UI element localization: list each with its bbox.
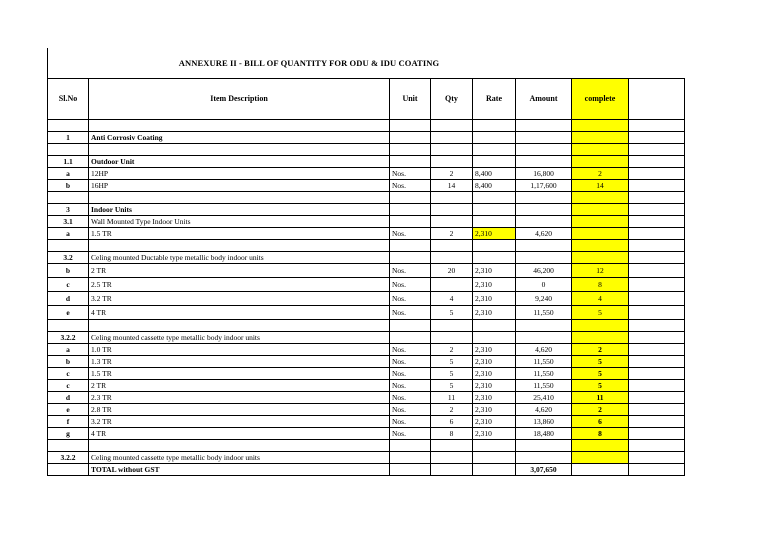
table-row <box>48 120 685 132</box>
table-row <box>48 320 685 332</box>
cell-sl: a <box>48 228 89 240</box>
cell-qty: 5 <box>431 368 473 380</box>
cell-extra <box>629 168 685 180</box>
cell-amount <box>516 440 572 452</box>
cell-rate: 2,310 <box>473 278 516 292</box>
cell-amount <box>516 252 572 264</box>
cell-qty <box>431 252 473 264</box>
cell-desc <box>89 192 390 204</box>
table-row <box>48 440 685 452</box>
cell-qty <box>431 440 473 452</box>
cell-desc <box>89 320 390 332</box>
header-sl: Sl.No <box>48 79 89 120</box>
cell-sl <box>48 120 89 132</box>
cell-qty: 2 <box>431 168 473 180</box>
cell-desc: 1.0 TR <box>89 344 390 356</box>
cell-extra <box>629 192 685 204</box>
header-qty: Qty <box>431 79 473 120</box>
cell-amount <box>516 144 572 156</box>
cell-amount: 46,200 <box>516 264 572 278</box>
table-row <box>48 156 685 168</box>
cell-sl: c <box>48 278 89 292</box>
cell-sl: c <box>48 368 89 380</box>
cell-unit: Nos. <box>390 264 431 278</box>
cell-amount: 4,620 <box>516 404 572 416</box>
cell-rate <box>473 216 516 228</box>
cell-complete: 6 <box>572 416 629 428</box>
table-row <box>48 240 685 252</box>
table-row <box>48 380 685 392</box>
cell-desc: 2 TR <box>89 264 390 278</box>
table-row <box>48 368 685 380</box>
cell-complete: 5 <box>572 356 629 368</box>
cell-amount: 16,800 <box>516 168 572 180</box>
table-row <box>48 464 685 476</box>
table-row <box>48 264 685 278</box>
cell-rate <box>473 452 516 464</box>
cell-qty <box>431 120 473 132</box>
cell-rate <box>473 120 516 132</box>
cell-extra <box>629 156 685 168</box>
cell-complete <box>572 228 629 240</box>
cell-amount: 18,480 <box>516 428 572 440</box>
cell-sl: e <box>48 306 89 320</box>
cell-rate: 2,310 <box>473 392 516 404</box>
sheet-title: ANNEXURE II - BILL OF QUANTITY FOR ODU & IDU COATING <box>178 58 440 68</box>
table-row <box>48 228 685 240</box>
cell-sl: 3.2.2 <box>48 452 89 464</box>
cell-rate: 2,310 <box>473 416 516 428</box>
cell-complete <box>572 216 629 228</box>
cell-complete: 4 <box>572 292 629 306</box>
cell-complete <box>572 204 629 216</box>
table-row <box>48 416 685 428</box>
cell-extra <box>629 264 685 278</box>
cell-complete: 8 <box>572 278 629 292</box>
cell-extra <box>629 416 685 428</box>
cell-unit: Nos. <box>390 428 431 440</box>
cell-amount <box>516 216 572 228</box>
cell-qty: 11 <box>431 392 473 404</box>
cell-extra <box>629 132 685 144</box>
cell-unit <box>390 216 431 228</box>
cell-qty: 2 <box>431 344 473 356</box>
cell-sl: d <box>48 292 89 306</box>
cell-desc: 1.5 TR <box>89 228 390 240</box>
cell-amount <box>516 452 572 464</box>
cell-sl: g <box>48 428 89 440</box>
cell-complete <box>572 452 629 464</box>
cell-qty <box>431 240 473 252</box>
cell-extra <box>629 204 685 216</box>
cell-sl: a <box>48 344 89 356</box>
cell-extra <box>629 144 685 156</box>
cell-extra <box>629 278 685 292</box>
table-row <box>48 332 685 344</box>
cell-desc: TOTAL without GST <box>89 464 390 476</box>
cell-extra <box>629 240 685 252</box>
cell-desc <box>89 120 390 132</box>
cell-complete: 5 <box>572 368 629 380</box>
cell-rate <box>473 192 516 204</box>
cell-complete: 14 <box>572 180 629 192</box>
cell-complete <box>572 120 629 132</box>
cell-amount <box>516 120 572 132</box>
cell-desc <box>89 440 390 452</box>
cell-extra <box>629 356 685 368</box>
cell-qty <box>431 132 473 144</box>
table-row <box>48 278 685 292</box>
cell-unit: Nos. <box>390 180 431 192</box>
cell-rate <box>473 240 516 252</box>
cell-amount: 4,620 <box>516 344 572 356</box>
cell-rate <box>473 156 516 168</box>
cell-unit: Nos. <box>390 168 431 180</box>
cell-desc: Celing mounted cassette type metallic body indoor units <box>89 332 390 344</box>
cell-qty: 5 <box>431 356 473 368</box>
cell-rate <box>473 464 516 476</box>
cell-unit <box>390 320 431 332</box>
cell-rate <box>473 440 516 452</box>
cell-amount: 11,550 <box>516 306 572 320</box>
cell-complete: 12 <box>572 264 629 278</box>
cell-complete <box>572 192 629 204</box>
cell-complete <box>572 132 629 144</box>
cell-amount: 11,550 <box>516 368 572 380</box>
cell-complete <box>572 144 629 156</box>
cell-rate: 2,310 <box>473 292 516 306</box>
cell-qty <box>431 332 473 344</box>
cell-amount <box>516 132 572 144</box>
cell-amount <box>516 192 572 204</box>
cell-extra <box>629 404 685 416</box>
cell-unit: Nos. <box>390 404 431 416</box>
cell-unit: Nos. <box>390 392 431 404</box>
table-row <box>48 306 685 320</box>
cell-qty <box>431 156 473 168</box>
cell-amount: 11,550 <box>516 356 572 368</box>
cell-desc: 4 TR <box>89 306 390 320</box>
cell-unit <box>390 192 431 204</box>
header-amount: Amount <box>516 79 572 120</box>
cell-rate: 2,310 <box>473 228 516 240</box>
header-complete: complete <box>572 79 629 120</box>
header-rate: Rate <box>473 79 516 120</box>
cell-extra <box>629 368 685 380</box>
cell-qty: 14 <box>431 180 473 192</box>
cell-rate <box>473 144 516 156</box>
table-row <box>48 292 685 306</box>
cell-desc: 16HP <box>89 180 390 192</box>
cell-amount <box>516 204 572 216</box>
header-extra <box>629 79 685 120</box>
cell-desc: 12HP <box>89 168 390 180</box>
cell-desc: Outdoor Unit <box>89 156 390 168</box>
cell-complete <box>572 464 629 476</box>
cell-complete: 2 <box>572 404 629 416</box>
table-row <box>48 428 685 440</box>
cell-extra <box>629 440 685 452</box>
cell-sl: 1 <box>48 132 89 144</box>
cell-extra <box>629 452 685 464</box>
cell-complete <box>572 240 629 252</box>
cell-extra <box>629 180 685 192</box>
cell-extra <box>629 320 685 332</box>
header-unit: Unit <box>390 79 431 120</box>
cell-unit: Nos. <box>390 306 431 320</box>
cell-rate: 2,310 <box>473 306 516 320</box>
cell-desc: Wall Mounted Type Indoor Units <box>89 216 390 228</box>
cell-unit <box>390 440 431 452</box>
cell-qty <box>431 144 473 156</box>
cell-extra <box>629 464 685 476</box>
table-row <box>48 216 685 228</box>
cell-qty: 20 <box>431 264 473 278</box>
cell-complete: 5 <box>572 306 629 320</box>
header-desc: Item Description <box>89 79 390 120</box>
cell-desc: 3.2 TR <box>89 416 390 428</box>
cell-unit: Nos. <box>390 356 431 368</box>
cell-sl: a <box>48 168 89 180</box>
cell-qty <box>431 320 473 332</box>
cell-complete <box>572 156 629 168</box>
cell-extra <box>629 332 685 344</box>
cell-extra <box>629 228 685 240</box>
cell-unit <box>390 464 431 476</box>
cell-rate: 2,310 <box>473 368 516 380</box>
cell-qty <box>431 452 473 464</box>
cell-sl <box>48 240 89 252</box>
cell-rate: 8,400 <box>473 168 516 180</box>
cell-desc: 1.5 TR <box>89 368 390 380</box>
table-row <box>48 452 685 464</box>
cell-qty: 8 <box>431 428 473 440</box>
cell-amount: 9,240 <box>516 292 572 306</box>
cell-sl <box>48 440 89 452</box>
cell-amount: 3,07,650 <box>516 464 572 476</box>
cell-extra <box>629 428 685 440</box>
cell-desc: 2 TR <box>89 380 390 392</box>
cell-complete <box>572 252 629 264</box>
cell-amount <box>516 332 572 344</box>
cell-complete: 5 <box>572 380 629 392</box>
cell-sl <box>48 464 89 476</box>
cell-unit <box>390 252 431 264</box>
cell-qty: 4 <box>431 292 473 306</box>
cell-rate <box>473 132 516 144</box>
cell-rate: 8,400 <box>473 180 516 192</box>
cell-amount: 1,17,600 <box>516 180 572 192</box>
table-row <box>48 252 685 264</box>
cell-rate <box>473 252 516 264</box>
cell-qty <box>431 192 473 204</box>
boq-table <box>47 78 685 476</box>
table-row <box>48 180 685 192</box>
table-row <box>48 404 685 416</box>
cell-desc: 1.3 TR <box>89 356 390 368</box>
cell-desc: 4 TR <box>89 428 390 440</box>
cell-unit <box>390 132 431 144</box>
cell-desc: 2.3 TR <box>89 392 390 404</box>
cell-amount: 13,860 <box>516 416 572 428</box>
cell-sl: b <box>48 180 89 192</box>
cell-amount <box>516 320 572 332</box>
cell-unit <box>390 120 431 132</box>
cell-sl: 3.2.2 <box>48 332 89 344</box>
table-row <box>48 392 685 404</box>
cell-complete: 2 <box>572 168 629 180</box>
cell-sl: e <box>48 404 89 416</box>
cell-extra <box>629 120 685 132</box>
cell-complete: 8 <box>572 428 629 440</box>
cell-sl <box>48 192 89 204</box>
cell-desc <box>89 144 390 156</box>
cell-unit <box>390 240 431 252</box>
cell-sl: b <box>48 264 89 278</box>
table-row <box>48 132 685 144</box>
cell-amount: 0 <box>516 278 572 292</box>
cell-extra <box>629 380 685 392</box>
cell-rate <box>473 332 516 344</box>
cell-sl <box>48 144 89 156</box>
cell-complete <box>572 440 629 452</box>
cell-sl: 3 <box>48 204 89 216</box>
table-row <box>48 144 685 156</box>
cell-unit <box>390 156 431 168</box>
cell-desc: Anti Corrosiv Coating <box>89 132 390 144</box>
cell-desc <box>89 240 390 252</box>
cell-rate <box>473 204 516 216</box>
cell-sl: 3.1 <box>48 216 89 228</box>
cell-desc: 2.5 TR <box>89 278 390 292</box>
cell-extra <box>629 392 685 404</box>
cell-amount <box>516 240 572 252</box>
cell-sl: f <box>48 416 89 428</box>
cell-rate: 2,310 <box>473 380 516 392</box>
cell-qty: 5 <box>431 306 473 320</box>
cell-desc: Celing mounted Ductable type metallic body indoor units <box>89 252 390 264</box>
cell-extra <box>629 306 685 320</box>
header-row <box>48 79 685 120</box>
cell-rate: 2,310 <box>473 264 516 278</box>
cell-rate: 2,310 <box>473 356 516 368</box>
cell-unit <box>390 204 431 216</box>
table-row <box>48 344 685 356</box>
cell-sl <box>48 320 89 332</box>
cell-unit <box>390 332 431 344</box>
cell-rate: 2,310 <box>473 428 516 440</box>
cell-qty: 6 <box>431 416 473 428</box>
cell-sl: 3.2 <box>48 252 89 264</box>
cell-rate <box>473 320 516 332</box>
cell-qty <box>431 464 473 476</box>
cell-qty <box>431 278 473 292</box>
cell-complete: 2 <box>572 344 629 356</box>
cell-unit: Nos. <box>390 344 431 356</box>
cell-unit: Nos. <box>390 380 431 392</box>
cell-amount: 4,620 <box>516 228 572 240</box>
cell-unit: Nos. <box>390 228 431 240</box>
table-row <box>48 168 685 180</box>
cell-sl: c <box>48 380 89 392</box>
cell-unit: Nos. <box>390 278 431 292</box>
cell-qty <box>431 216 473 228</box>
cell-qty: 2 <box>431 404 473 416</box>
cell-sl: b <box>48 356 89 368</box>
cell-unit: Nos. <box>390 292 431 306</box>
cell-rate: 2,310 <box>473 404 516 416</box>
cell-desc: 3.2 TR <box>89 292 390 306</box>
table-row <box>48 356 685 368</box>
cell-desc: Celing mounted cassette type metallic body indoor units <box>89 452 390 464</box>
cell-extra <box>629 252 685 264</box>
cell-desc: Indoor Units <box>89 204 390 216</box>
cell-extra <box>629 344 685 356</box>
cell-complete: 11 <box>572 392 629 404</box>
cell-extra <box>629 292 685 306</box>
cell-sl: d <box>48 392 89 404</box>
cell-desc: 2.8 TR <box>89 404 390 416</box>
cell-qty: 5 <box>431 380 473 392</box>
cell-qty: 2 <box>431 228 473 240</box>
cell-complete <box>572 320 629 332</box>
cell-sl: 1.1 <box>48 156 89 168</box>
cell-unit: Nos. <box>390 368 431 380</box>
cell-rate: 2,310 <box>473 344 516 356</box>
table-row <box>48 204 685 216</box>
cell-amount <box>516 156 572 168</box>
cell-unit <box>390 144 431 156</box>
cell-amount: 11,550 <box>516 380 572 392</box>
cell-extra <box>629 216 685 228</box>
table-row <box>48 192 685 204</box>
cell-unit <box>390 452 431 464</box>
cell-qty <box>431 204 473 216</box>
cell-amount: 25,410 <box>516 392 572 404</box>
cell-unit: Nos. <box>390 416 431 428</box>
cell-complete <box>572 332 629 344</box>
